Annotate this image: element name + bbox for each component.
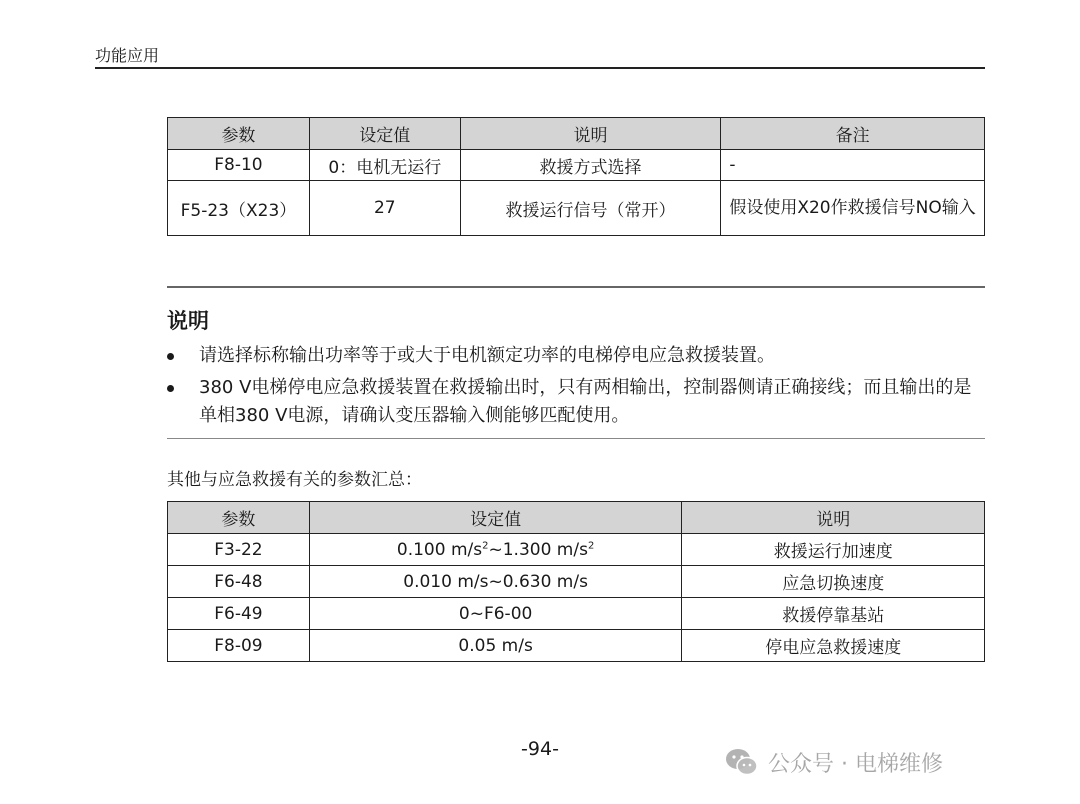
watermark-text: 公众号 · 电梯维修 — [768, 751, 943, 777]
value-cell: 0.05 m/s — [309, 630, 682, 662]
note-list — [167, 342, 979, 434]
header-cell-value: 设定值 — [309, 502, 682, 534]
table-row — [168, 181, 985, 236]
desc-cell: 救援运行信号（常开） — [460, 181, 721, 236]
table-row — [168, 150, 985, 181]
param-cell: F8-09 — [168, 630, 310, 662]
desc-cell: 应急切换速度 — [682, 566, 985, 598]
desc-cell: 救援停靠基站 — [682, 598, 985, 630]
note-top-rule — [167, 286, 985, 288]
table-row — [168, 566, 985, 598]
note-heading: 说明 — [167, 309, 209, 333]
watermark — [724, 745, 943, 779]
value-to: 1.300 m/s — [502, 539, 588, 560]
param-cell: F6-48 — [168, 566, 310, 598]
note-cell: 假设使用X20作救援信号NO输入 — [721, 181, 985, 236]
header-cell-param: 参数 — [168, 118, 310, 150]
value-from: 0.100 m/s — [396, 539, 483, 560]
value-cell: 27 — [309, 181, 460, 236]
summary-parameter-table — [167, 501, 985, 662]
note-text: 请选择标称输出功率等于或大于电机额定功率的电梯停电应急救援装置。 — [199, 345, 775, 366]
value-cell: 0.010 m/s~0.630 m/s — [309, 566, 682, 598]
table-header-row — [168, 118, 985, 150]
table-row — [168, 534, 985, 566]
value-exponent: 2 — [587, 539, 595, 551]
page-number: -94- — [521, 738, 559, 760]
desc-cell: 救援方式选择 — [460, 150, 721, 181]
desc-cell: 停电应急救援速度 — [682, 630, 985, 662]
list-item — [167, 374, 979, 430]
header-cell-desc: 说明 — [460, 118, 721, 150]
note-bottom-rule — [167, 438, 985, 439]
value-cell: 0：电机无运行 — [309, 150, 460, 181]
wechat-icon — [724, 747, 760, 777]
header-cell-note: 备注 — [721, 118, 985, 150]
rescue-parameter-table — [167, 117, 985, 236]
header-cell-param: 参数 — [168, 502, 310, 534]
value-separator: ~ — [488, 539, 503, 560]
param-cell: F5-23（X23） — [168, 181, 310, 236]
param-cell: F6-49 — [168, 598, 310, 630]
value-cell — [309, 534, 682, 566]
list-item — [167, 342, 979, 370]
param-cell: F3-22 — [168, 534, 310, 566]
note-cell: - — [721, 150, 985, 181]
header-cell-desc: 说明 — [682, 502, 985, 534]
value-exponent: 2 — [482, 539, 489, 551]
note-text: 380 V电梯停电应急救援装置在救援输出时，只有两相输出，控制器侧请正确接线；而且输出的是单相380 V电源，请确认变压器输入侧能够匹配使用。 — [199, 377, 972, 426]
header-cell-value: 设定值 — [309, 118, 460, 150]
bullet-icon — [167, 385, 174, 392]
header-title: 功能应用 — [95, 46, 160, 65]
param-cell: F8-10 — [168, 150, 310, 181]
header-rule — [95, 67, 985, 69]
table-row — [168, 598, 985, 630]
table-row — [168, 630, 985, 662]
summary-intro: 其他与应急救援有关的参数汇总： — [167, 470, 422, 490]
desc-cell: 救援运行加速度 — [682, 534, 985, 566]
table-header-row — [168, 502, 985, 534]
value-cell: 0~F6-00 — [309, 598, 682, 630]
bullet-icon — [167, 353, 174, 360]
